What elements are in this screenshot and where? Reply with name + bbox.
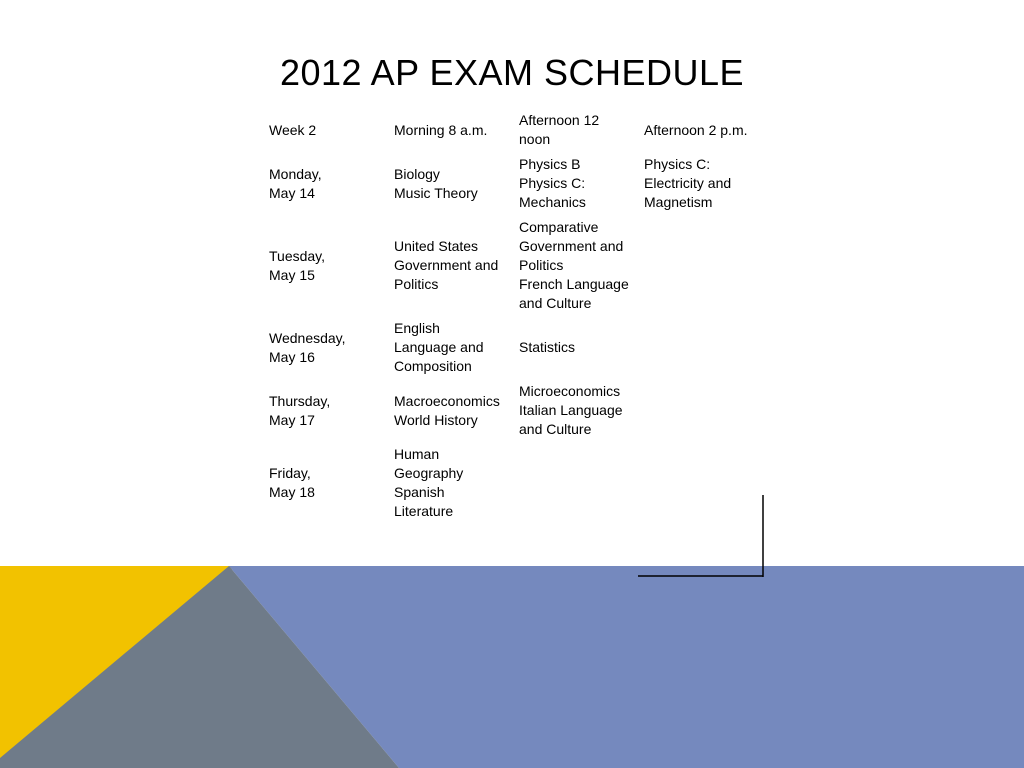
- day-cell: [262, 442, 387, 524]
- day-name: Monday,: [269, 165, 322, 182]
- table-header-row: [262, 108, 762, 152]
- day-name: Wednesday,: [269, 329, 346, 346]
- slide-title: 2012 AP EXAM SCHEDULE: [279, 52, 745, 93]
- header-cell-week: Week 2: [269, 121, 317, 138]
- afternoon-cell: [637, 379, 762, 442]
- exam-name: Physics C: Electricity and Magnetism: [644, 156, 732, 210]
- day-name: Tuesday,: [269, 247, 326, 264]
- exam-name: English Language and Composition: [394, 320, 484, 374]
- table-row: [262, 316, 762, 379]
- day-name: Thursday,: [269, 392, 331, 409]
- table-row: [262, 215, 762, 316]
- noon-cell: [512, 152, 637, 215]
- exam-name: Human Geography: [394, 446, 464, 481]
- day-date: May 17: [269, 411, 315, 428]
- table-corner-bracket: [636, 493, 766, 579]
- afternoon-cell: [637, 316, 762, 379]
- morning-cell: [387, 316, 512, 379]
- exam-name: Statistics: [519, 339, 576, 355]
- day-cell: [262, 316, 387, 379]
- day-cell: [262, 152, 387, 215]
- header-cell-morning: Morning 8 a.m.: [394, 121, 488, 138]
- exam-name: Physics C: Mechanics: [519, 175, 586, 210]
- exam-name: French Language and Culture: [519, 276, 629, 311]
- header-cell-noon: Afternoon 12 noon: [519, 112, 600, 147]
- exam-name: Macroeconomics: [394, 392, 500, 409]
- day-name: Friday,: [269, 465, 311, 481]
- day-date: May 15: [269, 266, 315, 283]
- header-cell-afternoon: Afternoon 2 p.m.: [644, 121, 748, 138]
- exam-name: World History: [394, 411, 478, 428]
- exam-name: Microeconomics: [519, 383, 621, 399]
- exam-name: Music Theory: [394, 184, 478, 201]
- noon-cell: [512, 316, 637, 379]
- morning-cell: [387, 152, 512, 215]
- table-row: [262, 379, 762, 442]
- exam-name: Spanish Literature: [394, 484, 454, 519]
- noon-cell: [512, 379, 637, 442]
- table-row: [262, 152, 762, 215]
- morning-cell: [387, 215, 512, 316]
- exam-name: Biology: [394, 165, 440, 182]
- exam-name: Physics B: [519, 156, 581, 172]
- afternoon-cell: [637, 215, 762, 316]
- afternoon-cell: [637, 152, 762, 215]
- day-date: May 16: [269, 348, 315, 365]
- day-cell: [262, 379, 387, 442]
- morning-cell: [387, 442, 512, 524]
- day-date: May 14: [269, 184, 315, 201]
- noon-cell: [512, 442, 637, 524]
- exam-name: United States Government and Politics: [394, 238, 499, 292]
- day-cell: [262, 215, 387, 316]
- exam-schedule-table: [262, 108, 762, 524]
- exam-name: Comparative Government and Politics: [519, 219, 624, 273]
- exam-name: Italian Language and Culture: [519, 402, 623, 437]
- morning-cell: [387, 379, 512, 442]
- day-date: May 18: [269, 484, 315, 500]
- noon-cell: [512, 215, 637, 316]
